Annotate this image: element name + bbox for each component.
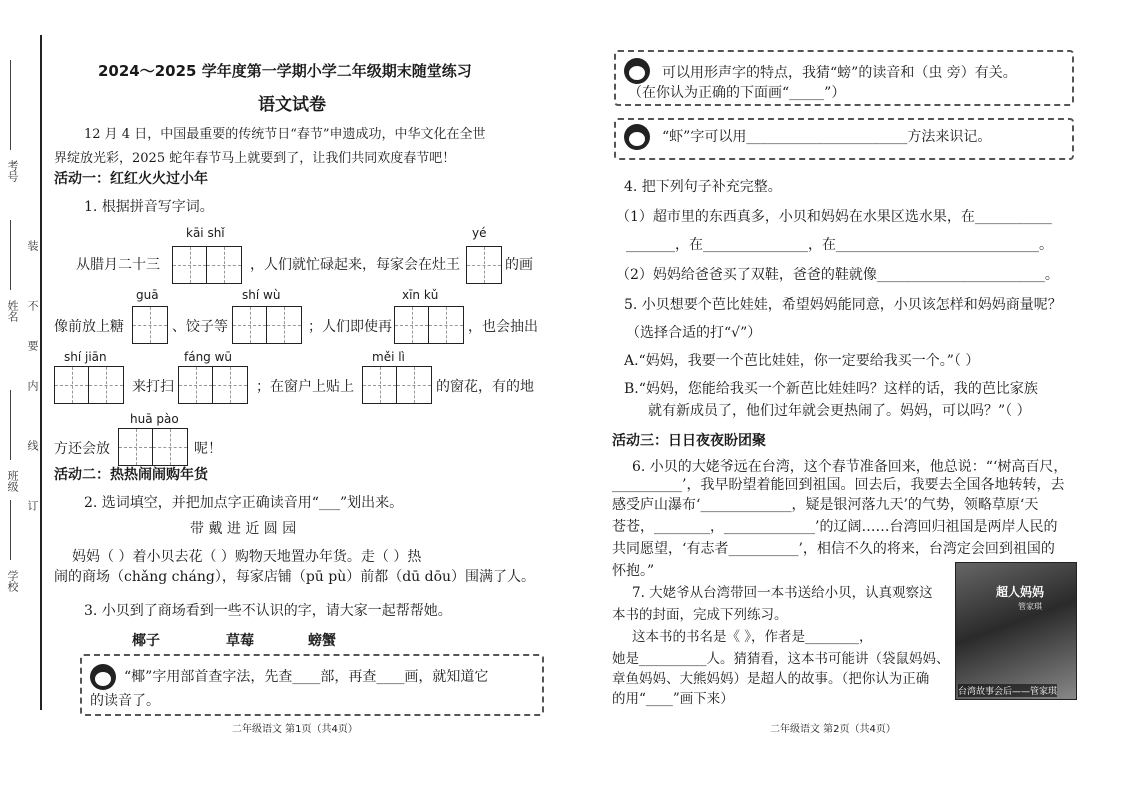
intro-line-2: 界绽放光彩，2025 蛇年春节马上就要到了，让我们共同欢度春节吧！ bbox=[54, 151, 456, 166]
tip-ye-line-1: “椰”字用部首查字法，先查____部，再查____画，就知道它 bbox=[124, 669, 489, 685]
activity-1-heading: 活动一：红红火火过小年 bbox=[54, 171, 208, 187]
answer-grid[interactable] bbox=[362, 366, 432, 404]
answer-grid[interactable] bbox=[118, 428, 188, 466]
q6-line-5: 共同愿望，‘有志者__________’，相信不久的将来，台湾定会回到祖国的 bbox=[612, 541, 1055, 557]
q7-line-4: 她是__________人。猜猜看，这本书可能讲（袋鼠妈妈、 bbox=[612, 651, 950, 667]
binding-line bbox=[40, 35, 42, 710]
q5-option-a: A.“妈妈，我要一个芭比娃娃，你一定要给我买一个。”（ ） bbox=[624, 353, 980, 369]
seal-char: 订 bbox=[26, 500, 39, 511]
q2-line-2: 闹的商场（chǎng cháng），每家店铺（pū pù）前都（dū dōu）围满了人。 bbox=[54, 569, 536, 585]
answer-grid[interactable] bbox=[172, 246, 242, 284]
name-label: 姓名 bbox=[6, 300, 19, 322]
girl-avatar-icon bbox=[624, 58, 650, 84]
girl-avatar-icon bbox=[90, 664, 116, 690]
tip-ye-line-2: 的读音了。 bbox=[90, 693, 160, 709]
seal-char: 不 bbox=[26, 300, 39, 311]
intro-line-1: 12 月 4 日，中国最重要的传统节日“春节”申遗成功，中华文化在全世 bbox=[84, 127, 486, 142]
q4-part-2: （2）妈妈给爸爸买了双鞋，爸爸的鞋就像________________________。 bbox=[616, 267, 1059, 283]
school-line bbox=[10, 500, 11, 560]
q1-line-3b: ；在窗户上贴上 bbox=[256, 379, 354, 395]
q4-part-1-line-2: _______，在_______________，在_____________________________。 bbox=[626, 237, 1053, 253]
tip-pang-line-2: （在你认为正确的下面画“_____”） bbox=[628, 85, 846, 101]
q7-line-3: 这本书的书名是《 》，作者是________， bbox=[632, 629, 873, 645]
class-label: 班级 bbox=[6, 470, 19, 492]
pinyin-shijian: shí jiān bbox=[64, 350, 107, 364]
pinyin-shiwu: shí wù bbox=[242, 288, 281, 302]
page-2-footer: 二年级语文 第2页（共4页） bbox=[770, 724, 896, 735]
q5-option-b-line-2: 就有新成员了，他们过年就会更热闹了。妈妈，可以吗？”（ ） bbox=[648, 403, 1031, 419]
pinyin-gua: guā bbox=[136, 288, 159, 302]
q6-line-4: 苍苍，________，_____________’的辽阔……台湾回归祖国是两岸人民的 bbox=[612, 519, 1058, 535]
q6-line-2: __________’，我早盼望着能回到祖国。回去后，我要去全国各地转转，去 bbox=[612, 477, 1065, 493]
pinyin-meili: měi lì bbox=[372, 350, 405, 364]
page-1-footer: 二年级语文 第1页（共4页） bbox=[232, 724, 358, 735]
activity-2-heading: 活动二：热热闹闹购年货 bbox=[54, 467, 208, 483]
q1-line-1a: 从腊月二十三 bbox=[76, 257, 160, 273]
question-2: 2. 选词填空，并把加点字正确读音用“___”划出来。 bbox=[84, 495, 404, 511]
answer-grid[interactable] bbox=[132, 306, 168, 344]
answer-grid[interactable] bbox=[466, 246, 502, 284]
q2-line-1: 妈妈（ ）着小贝去花（ ）购物天地置办年货。走（ ）热 bbox=[72, 549, 422, 565]
q1-line-2c: ；人们即使再 bbox=[308, 319, 392, 335]
answer-grid[interactable] bbox=[232, 306, 302, 344]
seal-char: 内 bbox=[26, 380, 39, 391]
q6-line-3: 感受庐山瀑布‘_____________，疑是银河落九天’的气势，领略草原‘天 bbox=[612, 497, 1039, 513]
name-line bbox=[10, 220, 11, 290]
q3-word: 螃蟹 bbox=[308, 633, 336, 649]
question-4: 4. 把下列句子补充完整。 bbox=[624, 179, 782, 195]
exam-subtitle: 语文试卷 bbox=[258, 95, 326, 115]
q7-line-1: 7. 大姥爷从台湾带回一本书送给小贝，认真观察这 bbox=[632, 585, 933, 601]
q4-part-1-line-1: （1）超市里的东西真多，小贝和妈妈在水果区选水果，在___________ bbox=[616, 209, 1052, 225]
pinyin-ye: yé bbox=[472, 226, 487, 240]
question-5: 5. 小贝想要个芭比娃娃，希望妈妈能同意，小贝该怎样和妈妈商量呢？ bbox=[624, 297, 1062, 313]
q7-line-2: 本书的封面，完成下列练习。 bbox=[612, 607, 788, 623]
q1-line-3a: 来打扫 bbox=[132, 379, 174, 395]
activity-3-heading: 活动三：日日夜夜盼团聚 bbox=[612, 433, 766, 449]
school-label: 学校 bbox=[6, 570, 19, 592]
q7-line-6: 的用“____”画下来） bbox=[612, 691, 734, 707]
q1-line-3c: 的窗花，有的地 bbox=[436, 379, 534, 395]
seal-char: 线 bbox=[26, 440, 39, 451]
answer-grid[interactable] bbox=[394, 306, 464, 344]
class-line bbox=[10, 390, 11, 460]
seal-char: 要 bbox=[26, 340, 39, 351]
exam-title: 2024～2025 学年度第一学期小学二年级期末随堂练习 bbox=[98, 62, 472, 80]
exam-no-line bbox=[10, 60, 11, 150]
q6-line-6: 怀抱。” bbox=[612, 563, 655, 579]
answer-grid[interactable] bbox=[54, 366, 124, 404]
q1-line-4a: 方还会放 bbox=[54, 441, 110, 457]
q5-option-b-line-1: B.“妈妈，您能给我买一个新芭比娃娃吗？这样的话，我的芭比家族 bbox=[624, 381, 1038, 397]
pinyin-kaishi: kāi shǐ bbox=[186, 226, 225, 240]
q1-line-1c: 的画 bbox=[505, 257, 533, 273]
tip-pang-line-1: 可以用形声字的特点，我猜“螃”的读音和（虫 旁）有关。 bbox=[662, 65, 1017, 81]
pinyin-xinku: xīn kǔ bbox=[402, 288, 439, 302]
pinyin-fangwu: fáng wū bbox=[184, 350, 233, 364]
girl-avatar-icon bbox=[624, 124, 650, 150]
q1-line-2a: 像前放上糖 bbox=[54, 319, 124, 335]
pinyin-huapao: huā pào bbox=[130, 412, 179, 426]
answer-grid[interactable] bbox=[178, 366, 248, 404]
q1-line-2b: 、饺子等 bbox=[172, 319, 228, 335]
tip-xia: “虾”字可以用_______________________方法来识记。 bbox=[662, 129, 992, 145]
q1-line-2d: ，也会抽出 bbox=[468, 319, 538, 335]
question-3: 3. 小贝到了商场看到一些不认识的字，请大家一起帮帮她。 bbox=[84, 603, 452, 619]
book-cover-author: 管家琪 bbox=[1018, 602, 1042, 611]
q3-word: 椰子 bbox=[132, 633, 160, 649]
q2-word-choices: 带 戴 进 近 圆 园 bbox=[190, 521, 297, 537]
book-cover-title: 超人妈妈 bbox=[996, 585, 1045, 599]
q7-line-5: 章鱼妈妈、大熊妈妈）是超人的故事。（把你认为正确 bbox=[612, 671, 930, 687]
book-cover-image bbox=[955, 562, 1077, 700]
question-1: 1. 根据拼音写字词。 bbox=[84, 199, 214, 215]
q5-instruction: （选择合适的打“√”） bbox=[626, 325, 762, 341]
seal-char: 装 bbox=[26, 240, 39, 251]
q6-line-1: 6. 小贝的大姥爷远在台湾，这个春节准备回来，他总说：“‘树高百尺， bbox=[632, 459, 1068, 475]
book-cover-band: 台湾故事会后——管家琪 bbox=[958, 684, 1057, 697]
q3-word: 草莓 bbox=[226, 633, 254, 649]
exam-no-label: 考号 bbox=[6, 160, 19, 182]
q1-line-1b: ，人们就忙碌起来，每家会在灶王 bbox=[250, 257, 460, 273]
q1-line-4b: 呢！ bbox=[194, 441, 222, 457]
